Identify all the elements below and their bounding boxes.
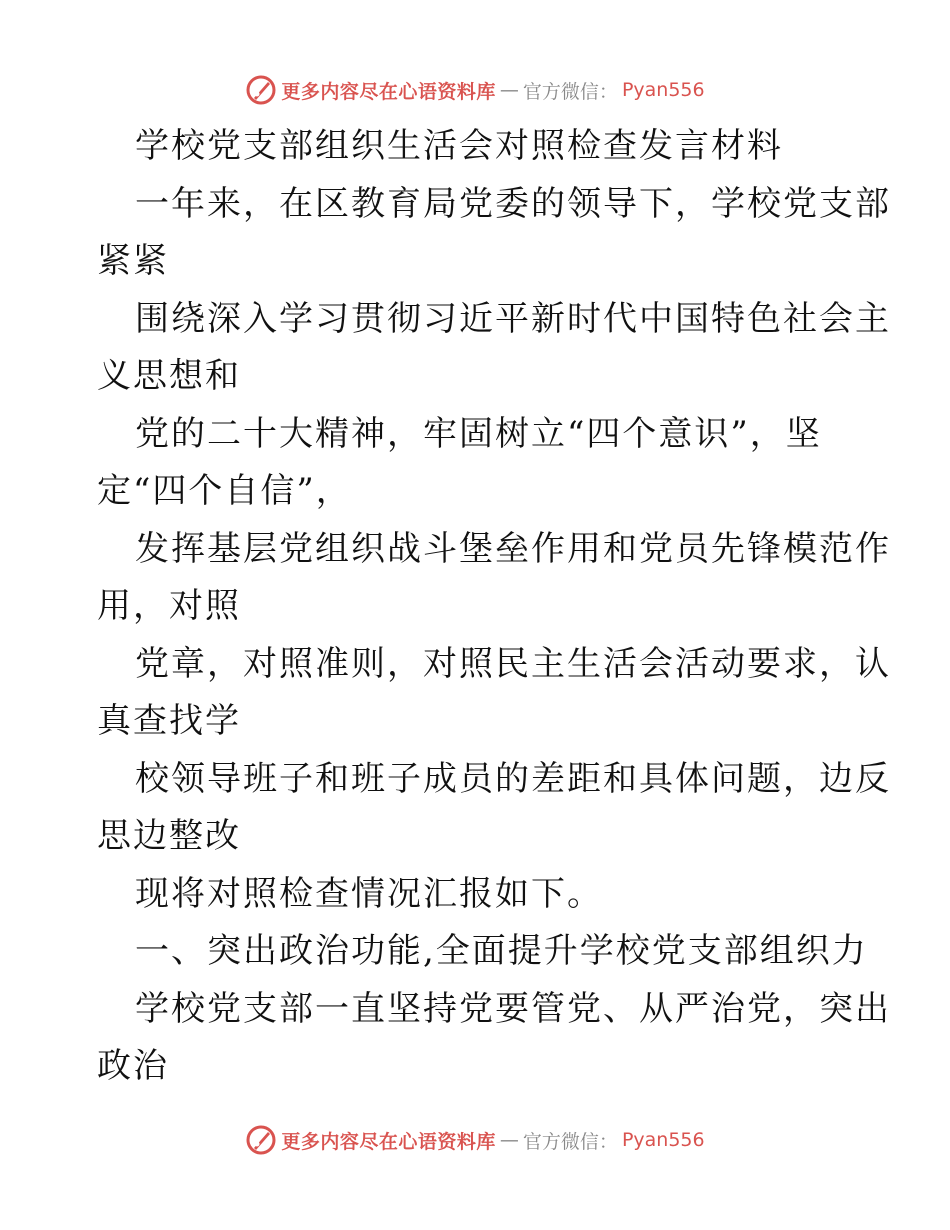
watermark-wechat-label: 官方微信：	[522, 1130, 618, 1153]
paragraph-line: 定“四个自信”，	[97, 471, 352, 511]
quill-logo-icon	[245, 74, 277, 106]
section-heading: 一、突出政治功能,全面提升学校党支部组织力	[135, 931, 868, 971]
watermark-wechat-id: Pyan556	[621, 79, 705, 101]
watermark-wechat-id: Pyan556	[621, 1129, 705, 1151]
paragraph-line: 发挥基层党组织战斗堡垒作用和党员先锋模范作	[135, 528, 891, 569]
watermark-dash: —	[499, 1129, 519, 1151]
paragraph-line: 真查找学	[97, 701, 241, 741]
paragraph-line: 用，对照	[97, 586, 241, 626]
paragraph-line: 围绕深入学习贯彻习近平新时代中国特色社会主	[135, 298, 891, 339]
paragraph-line: 一年来，在区教育局党委的领导下，学校党支部	[135, 183, 891, 224]
quill-logo-icon	[245, 1124, 277, 1156]
paragraph-line: 义思想和	[97, 356, 241, 396]
paragraph-line: 党的二十大精神，牢固树立“四个意识”，坚	[135, 413, 822, 454]
watermark-site-text: 更多内容尽在心语资料库	[281, 1130, 496, 1153]
watermark-header	[0, 72, 950, 108]
document-title: 学校党支部组织生活会对照检查发言材料	[135, 126, 783, 166]
paragraph-line: 党章，对照准则，对照民主生活会活动要求，认	[135, 643, 891, 684]
paragraph-line: 紧紧	[97, 241, 169, 281]
paragraph-line: 思边整改	[97, 816, 241, 856]
paragraph-line: 学校党支部一直坚持党要管党、从严治党，突出	[135, 988, 891, 1029]
paragraph-line: 校领导班子和班子成员的差距和具体问题，边反	[135, 758, 891, 799]
paragraph-line: 现将对照检查情况汇报如下。	[135, 873, 603, 914]
watermark-wechat-label: 官方微信：	[522, 80, 618, 103]
watermark-footer	[0, 1122, 950, 1158]
watermark-site-text: 更多内容尽在心语资料库	[281, 80, 496, 103]
paragraph-line: 政治	[97, 1046, 169, 1086]
watermark-dash: —	[499, 79, 519, 101]
document-body	[97, 118, 891, 1096]
